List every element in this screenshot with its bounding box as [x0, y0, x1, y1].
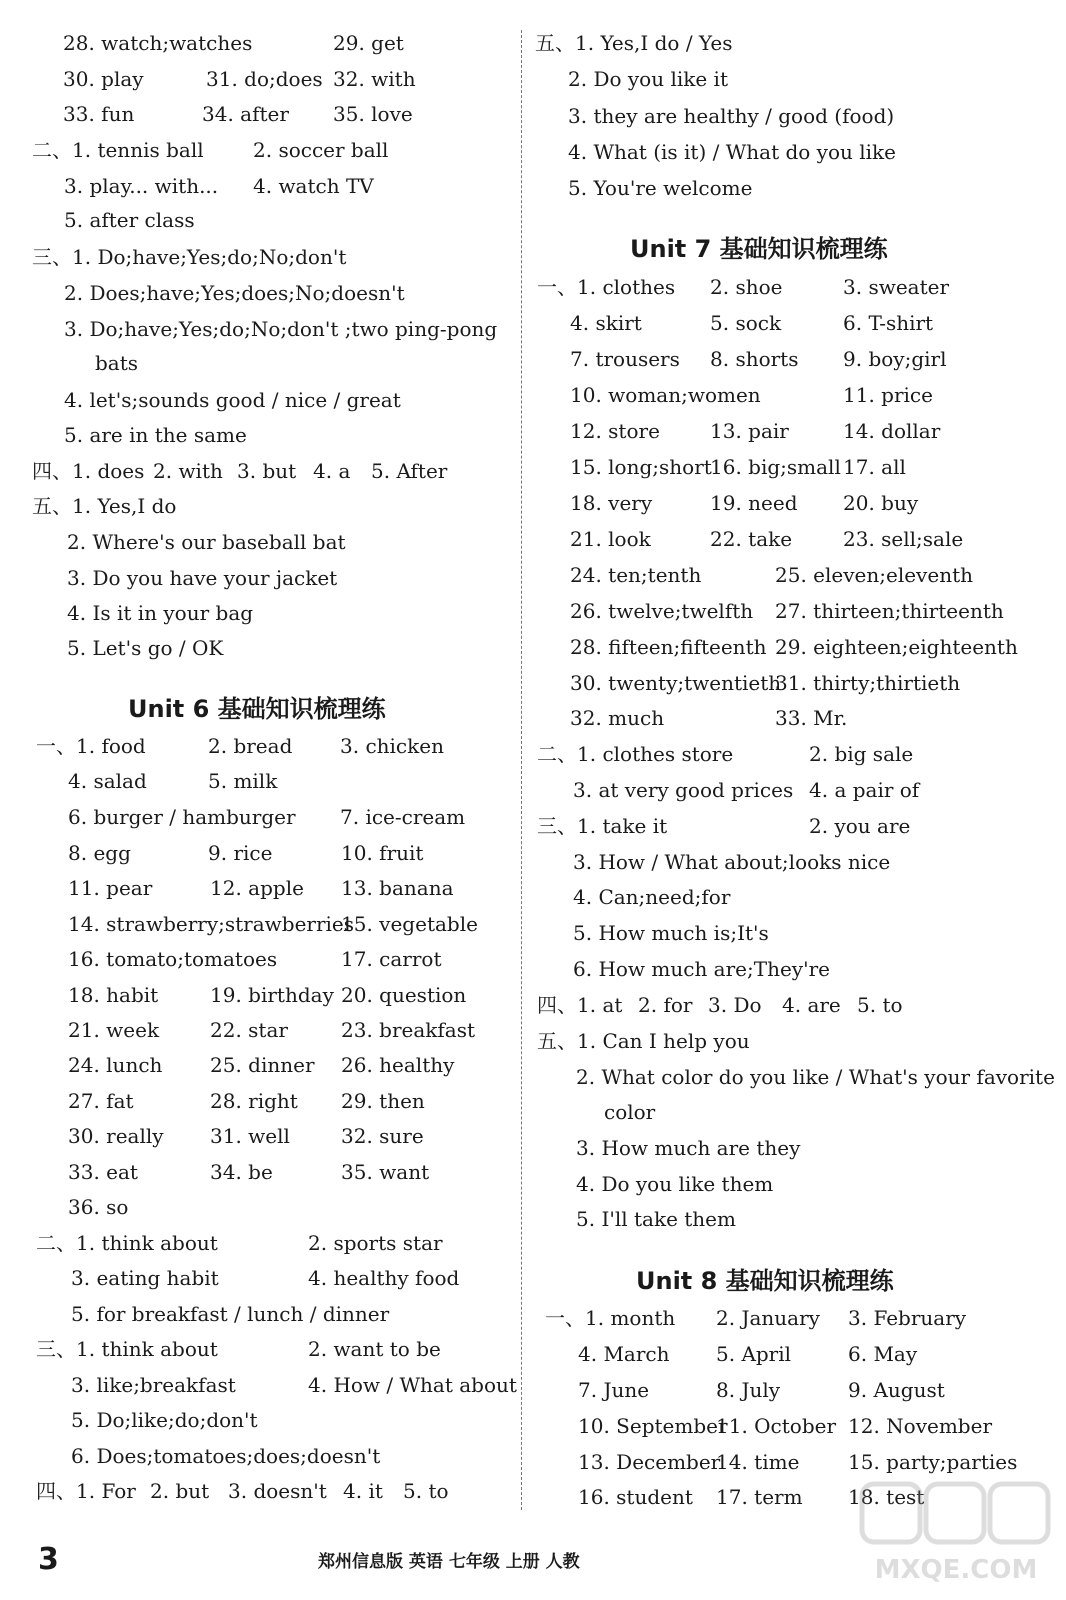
answer-line: 10. September	[578, 1414, 728, 1438]
answer-line: 四、1. For	[36, 1479, 136, 1503]
answer-line: 四、1. at	[537, 993, 623, 1017]
answer-line: 5. sock	[710, 311, 782, 335]
answer-line: 24. lunch	[68, 1053, 163, 1077]
answer-line: 2. bread	[208, 734, 293, 758]
answer-line: 31. do;does	[206, 67, 323, 91]
answer-line: 21. week	[68, 1018, 160, 1042]
answer-line: 2. Does;have;Yes;does;No;doesn't	[64, 281, 405, 305]
answer-line: 四、1. does	[32, 459, 145, 483]
answer-line: 17. term	[716, 1485, 803, 1509]
answer-line: 35. love	[333, 102, 413, 126]
answer-line: 4. skirt	[570, 311, 642, 335]
answer-line: 16. tomato;tomatoes	[68, 947, 278, 971]
answer-line: 31. well	[210, 1124, 290, 1148]
answer-line: 34. be	[210, 1160, 273, 1184]
answer-line: 9. rice	[208, 841, 273, 865]
answer-line: 8. July	[716, 1378, 781, 1402]
answer-line: 三、1. Do;have;Yes;do;No;don't	[32, 245, 347, 269]
answer-line: 32. much	[570, 706, 665, 730]
answer-line: 10. fruit	[341, 841, 424, 865]
answer-line: 3. Do;have;Yes;do;No;don't ;two ping-pong	[64, 317, 498, 341]
answer-line: 27. fat	[68, 1089, 134, 1113]
answer-line: 7. trousers	[570, 347, 680, 371]
page-number: 3	[38, 1542, 59, 1577]
answer-line: 33. fun	[63, 102, 135, 126]
answer-line: 2. you are	[809, 814, 911, 838]
answer-line: 29. then	[341, 1089, 425, 1113]
answer-line: 20. question	[341, 983, 467, 1007]
answer-line: 17. all	[843, 455, 906, 479]
answer-line: 36. so	[68, 1195, 129, 1219]
answer-line: 5. How much is;It's	[573, 921, 769, 945]
answer-line: 2. soccer ball	[253, 138, 389, 162]
answer-line: 13. pair	[710, 419, 789, 443]
answer-line: 28. watch;watches	[63, 31, 253, 55]
answer-line: 二、1. think about	[36, 1231, 218, 1255]
answer-line: 2. big sale	[809, 742, 914, 766]
answer-line: 19. need	[710, 491, 798, 515]
answer-line: 3. they are healthy / good (food)	[568, 104, 895, 128]
answer-line: 5. after class	[64, 208, 195, 232]
answer-line: 16. student	[578, 1485, 693, 1509]
answer-line: 33. eat	[68, 1160, 138, 1184]
watermark-logo-icon	[858, 1480, 1054, 1590]
answer-line: 3. How / What about;looks nice	[573, 850, 891, 874]
answer-line: 29. eighteen;eighteenth	[775, 635, 1018, 659]
answer-line: 5. to	[403, 1479, 449, 1503]
answer-line: 2. shoe	[710, 275, 783, 299]
answer-line: 8. egg	[68, 841, 131, 865]
answer-line: 26. healthy	[341, 1053, 455, 1077]
answer-line: 3. doesn't	[228, 1479, 327, 1503]
answer-line: 25. eleven;eleventh	[775, 563, 973, 587]
answer-line: 5. Let's go / OK	[67, 636, 224, 660]
answer-line: 11. October	[716, 1414, 837, 1438]
answer-line: 12. store	[570, 419, 660, 443]
answer-line: 26. twelve;twelfth	[570, 599, 754, 623]
answer-line: 11. price	[843, 383, 933, 407]
answer-line: 2. want to be	[308, 1337, 441, 1361]
answer-line: 20. buy	[843, 491, 919, 515]
answer-line: 二、1. clothes store	[537, 742, 734, 766]
answer-line: 10. woman;women	[570, 383, 761, 407]
answer-line: 8. shorts	[710, 347, 799, 371]
answer-line: 11. pear	[68, 876, 153, 900]
answer-line: 30. play	[63, 67, 144, 91]
answer-line: 4. What (is it) / What do you like	[568, 140, 896, 164]
answer-line: 33. Mr.	[775, 706, 848, 730]
answer-line: 3. but	[237, 459, 297, 483]
answer-line: 5. are in the same	[64, 423, 247, 447]
answer-line: 6. May	[848, 1342, 918, 1366]
answer-line: 2. with	[153, 459, 223, 483]
answer-line: 14. dollar	[843, 419, 941, 443]
answer-line: 18. very	[570, 491, 653, 515]
answer-line: 五、1. Can I help you	[537, 1029, 750, 1053]
answer-line: 4. March	[578, 1342, 670, 1366]
column-divider	[521, 30, 522, 1510]
answer-line: 15. long;short	[570, 455, 712, 479]
answer-line: 一、1. food	[36, 734, 146, 758]
answer-line: 2. Do you like it	[568, 67, 728, 91]
answer-line: 4. How / What about	[308, 1373, 517, 1397]
answer-line: 21. look	[570, 527, 651, 551]
answer-line: 一、1. clothes	[537, 275, 676, 299]
answer-line: 4. salad	[68, 769, 147, 793]
unit-heading: Unit 6 基础知识梳理练	[128, 695, 386, 723]
answer-line: 五、1. Yes,I do / Yes	[535, 31, 733, 55]
answer-line: 32. sure	[341, 1124, 424, 1148]
answer-line: 2. but	[150, 1479, 210, 1503]
answer-line: 7. ice-cream	[340, 805, 466, 829]
answer-line: 3. play... with...	[64, 174, 219, 198]
answer-line: 五、1. Yes,I do	[32, 494, 177, 518]
answer-line: 二、1. tennis ball	[32, 138, 204, 162]
answer-line: 3. eating habit	[71, 1266, 219, 1290]
answer-line: 28. right	[210, 1089, 298, 1113]
answer-line: 4. Is it in your bag	[67, 601, 254, 625]
answer-line: 5. I'll take them	[576, 1207, 736, 1231]
answer-line: 6. How much are;They're	[573, 957, 830, 981]
answer-line: 32. with	[333, 67, 416, 91]
answer-line: 25. dinner	[210, 1053, 315, 1077]
answer-line: 23. sell;sale	[843, 527, 964, 551]
answer-line: 三、1. take it	[537, 814, 668, 838]
answer-line: 15. party;parties	[848, 1450, 1018, 1474]
answer-line: 5. milk	[208, 769, 278, 793]
answer-line: 9. August	[848, 1378, 945, 1402]
answer-line: 6. burger / hamburger	[68, 805, 296, 829]
answer-line: 23. breakfast	[341, 1018, 476, 1042]
answer-line: 22. star	[210, 1018, 288, 1042]
answer-line: 一、1. month	[545, 1306, 676, 1330]
answer-line: 15. vegetable	[341, 912, 478, 936]
answer-line: 5. Do;like;do;don't	[71, 1408, 258, 1432]
answer-line: color	[604, 1100, 656, 1124]
answer-line: 3. like;breakfast	[71, 1373, 236, 1397]
answer-line: 3. at very good prices	[573, 778, 794, 802]
answer-line: 22. take	[710, 527, 793, 551]
answer-line: 5. for breakfast / lunch / dinner	[71, 1302, 390, 1326]
answer-line: 17. carrot	[341, 947, 442, 971]
answer-line: 28. fifteen;fifteenth	[570, 635, 767, 659]
answer-line: 4. Do you like them	[576, 1172, 774, 1196]
answer-line: 18. habit	[68, 983, 159, 1007]
answer-line: 4. a pair of	[809, 778, 920, 802]
answer-line: 30. really	[68, 1124, 164, 1148]
answer-line: 3. February	[848, 1306, 967, 1330]
answer-line: 3. sweater	[843, 275, 950, 299]
answer-line: 16. big;small	[710, 455, 841, 479]
answer-line: 3. chicken	[340, 734, 444, 758]
answer-line: 6. Does;tomatoes;does;doesn't	[71, 1444, 381, 1468]
answer-line: 3. Do	[708, 993, 762, 1017]
answer-line: 14. strawberry;strawberries	[68, 912, 355, 936]
answer-line: 4. healthy food	[308, 1266, 460, 1290]
answer-line: 13. banana	[341, 876, 454, 900]
watermark-text: MXQE.COM	[874, 1555, 1038, 1585]
unit-heading: Unit 7 基础知识梳理练	[630, 235, 888, 263]
answer-line: 19. birthday	[210, 983, 334, 1007]
answer-line: 6. T-shirt	[843, 311, 934, 335]
answer-line: 30. twenty;twentieth	[570, 671, 782, 695]
answer-line: 5. After	[371, 459, 448, 483]
answer-line: 34. after	[202, 102, 289, 126]
answer-line: 31. thirty;thirtieth	[775, 671, 961, 695]
answer-line: 3. How much are they	[576, 1136, 801, 1160]
answer-line: 4. are	[782, 993, 841, 1017]
answer-line: 4. let's;sounds good / nice / great	[64, 388, 401, 412]
answer-line: 4. a	[313, 459, 351, 483]
answer-line: 12. apple	[210, 876, 304, 900]
answer-line: 18. test	[848, 1485, 925, 1509]
answer-line: 5. You're welcome	[568, 176, 753, 200]
answer-line: 2. sports star	[308, 1231, 443, 1255]
answer-line: 29. get	[333, 31, 404, 55]
answer-line: 三、1. think about	[36, 1337, 218, 1361]
answer-line: 3. Do you have your jacket	[67, 566, 338, 590]
answer-line: 24. ten;tenth	[570, 563, 702, 587]
answer-line: 12. November	[848, 1414, 993, 1438]
answer-line: 4. Can;need;for	[573, 885, 731, 909]
answer-line: 14. time	[716, 1450, 800, 1474]
answer-line: 13. December	[578, 1450, 721, 1474]
answer-line: 2. Where's our baseball bat	[67, 530, 346, 554]
answer-line: 9. boy;girl	[843, 347, 947, 371]
answer-line: 2. for	[638, 993, 693, 1017]
answer-line: 2. What color do you like / What's your favorite	[576, 1065, 1055, 1089]
answer-line: 2. January	[716, 1306, 820, 1330]
answer-line: 27. thirteen;thirteenth	[775, 599, 1004, 623]
answer-line: bats	[95, 351, 139, 375]
answer-line: 7. June	[578, 1378, 650, 1402]
answer-line: 4. watch TV	[253, 174, 374, 198]
footer-text: 郑州信息版 英语 七年级 上册 人教	[318, 1552, 580, 1572]
unit-heading: Unit 8 基础知识梳理练	[636, 1267, 894, 1295]
answer-line: 5. April	[716, 1342, 792, 1366]
answer-line: 35. want	[341, 1160, 430, 1184]
answer-line: 5. to	[857, 993, 903, 1017]
answer-line: 4. it	[343, 1479, 383, 1503]
